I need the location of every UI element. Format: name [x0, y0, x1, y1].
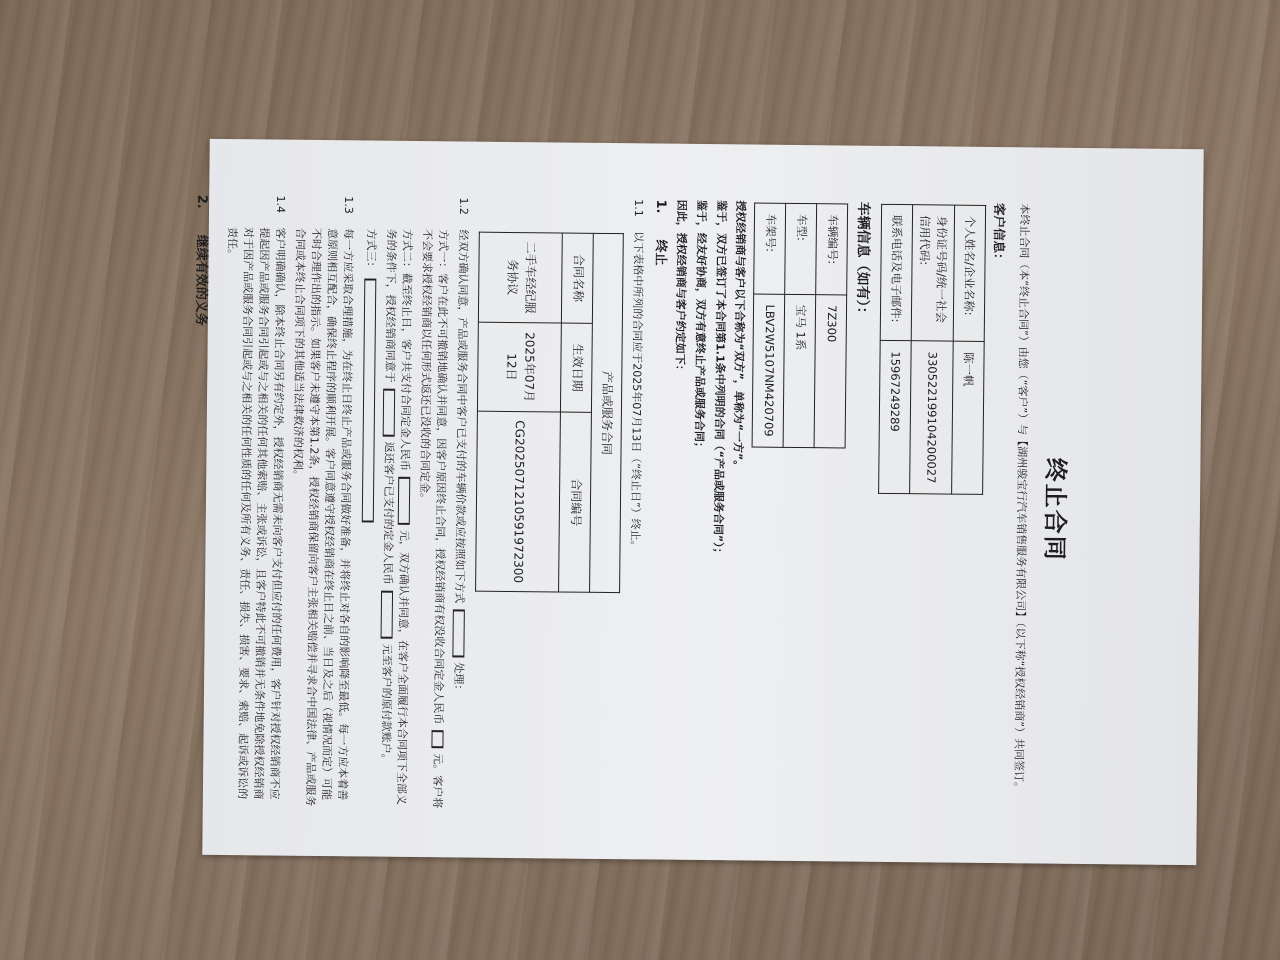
vehicle-heading: 车辆信息（如有）： — [853, 201, 871, 321]
option-1-text: 方式一：客户在此不可撤销地确认并同意，因客户原因终止合同，授权经销商有权没收合同定金人民币 — [431, 229, 451, 725]
cell-value: 陈一帆 — [952, 341, 985, 494]
table-row — [815, 204, 849, 448]
whereas-paragraph-2: 鉴于，经友好协商，双方有意终止产品或服务合同； — [692, 199, 708, 454]
cell-label: 联系电话及电子邮件: — [880, 204, 912, 341]
option-1-text: 元。客户将不会要求授权经销商以任何形式返还已没收的合同定金。 — [418, 229, 445, 809]
option-2-text: 元，双方确认并同意，在客户全面履行本合同项下全部义务的条件下，授权经销商同意于 — [383, 228, 412, 805]
blank-field — [398, 476, 411, 524]
column-header: 生效日期 — [561, 323, 592, 413]
section-1-heading — [644, 199, 669, 811]
cell-value: 15967249289 — [878, 341, 911, 494]
option-2-text: 返还客户已支付的定金人民币 — [381, 441, 397, 585]
cell-value: LBV2W5107NM420709 — [753, 294, 786, 448]
blank-field — [432, 730, 444, 748]
table-caption-row — [589, 233, 623, 592]
contract-paper — [192, 139, 1203, 865]
option-2-text: 方式二：截至终止日，客户共支付合同定金人民币 — [398, 228, 415, 471]
table-caption: 产品或服务合同 — [589, 233, 623, 592]
table-row — [952, 205, 986, 494]
option-3-text: 方式三： — [364, 228, 379, 273]
therefore-paragraph: 因此，授权经销商与客户约定如下： — [673, 199, 688, 376]
section-2-heading — [185, 195, 210, 807]
clause-text: 客户明确确认，除本终止合同另有约定外，授权经销商无需未向客户支付但应付的任何费用，客户针对授权经销商不应提起因产品或服务合同引起或与之相关的任何其他索赔、主张或诉讼，且客户特此不可撤销并无条件地免除授权经销商对于因产品或服务合同引起或与之相关的任何性质的任何及所有义务、责任、损失、损害、要求、索赔、起诉或诉讼的责任。 — [225, 226, 287, 800]
cell-value: 7Z300 — [815, 294, 848, 448]
intro-paragraph: 本终止合同（本“终止合同”）由您（“客户”）与【湖州骏宝行汽车销售服务有限公司】（以下称“授权经销商”）共同签订。 — [1012, 203, 1032, 794]
contract-page — [102, 156, 1103, 846]
clause-number: 1.2 — [457, 197, 471, 216]
clause-1-4 — [218, 195, 288, 808]
product-contract-table — [475, 232, 624, 593]
blank-field — [362, 278, 377, 522]
cell-label: 个人姓名/企业名称: — [953, 205, 985, 342]
section-title: 继续有效的义务 — [192, 234, 209, 326]
option-2-text: 元至客户的原付款账户。 — [379, 643, 394, 765]
blank-field — [383, 388, 396, 436]
clause-number: 1.4 — [273, 195, 287, 214]
clause-number: 1.3 — [341, 196, 355, 214]
table-row — [476, 232, 563, 592]
vehicle-info-table — [752, 203, 849, 449]
table-cell: CG2025071210591972300 — [476, 411, 561, 592]
clause-1-1 — [624, 199, 646, 811]
parties-paragraph: 授权经销商与客户以下合称为“双方”，单称为“一方”。 — [731, 200, 748, 472]
blank-field — [453, 609, 466, 657]
cell-label: 车型: — [785, 203, 817, 294]
section-number: 1. — [652, 199, 668, 214]
customer-heading: 客户信息： — [991, 203, 1008, 266]
cell-label: 车架号: — [754, 203, 786, 294]
clause-text: 每一方应采取合理措施，为在终止日终止产品或服务合同做好准备，并将终止对各自的影响降至最低。每一方应本着善意原则相互配合，确保终止程序的顺利开展。客户同意遵守授权经销商在终止日之前、当日及之后（视情况而定）可能不时合理作出的指示。如果客户未遵守本第1.2条，授权经销商保留向客户主张相关赔偿并寻求合中国法律、产品或服务合同或本终止合同项下的其他适当法律救济的权利。 — [290, 227, 355, 807]
table-header-row — [559, 233, 593, 592]
blank-field — [381, 590, 394, 638]
table-cell: 2025年07月12日 — [478, 322, 562, 412]
cell-value: 宝马 1系 — [784, 294, 817, 448]
clause-1-3 — [286, 196, 356, 809]
section-number: 2. — [194, 194, 210, 209]
document-title: 终止合同 — [1040, 457, 1070, 562]
clause-1-2 — [353, 196, 471, 809]
customer-info-table — [878, 204, 986, 495]
cell-label: 车辆编号: — [816, 204, 848, 295]
column-header: 合同编号 — [559, 412, 591, 592]
section-title: 终止 — [652, 239, 668, 266]
clause-text: 经双方确认同意，产品或服务合同中客户已支付的车辆价款或应按照如下方式 — [453, 229, 471, 604]
column-header: 合同名称 — [562, 233, 593, 323]
table-row — [784, 203, 818, 447]
table-cell: 二手车经纪服务协议 — [479, 232, 563, 323]
whereas-paragraph-1: 鉴于，双方已签订了本合同第1.1条中列明的合同（“产品或服务合同”）； — [710, 200, 728, 559]
table-row — [878, 204, 912, 493]
cell-value: 330522199104200027 — [909, 341, 953, 494]
cell-label: 身份证号码/统一社会信用代码: — [911, 205, 955, 342]
table-row — [909, 205, 954, 494]
clause-text: 处理： — [452, 662, 466, 696]
clause-text: 以下表格中所列的合同应于2025年07月13日（“终止日”）终止。 — [628, 231, 645, 552]
clause-number: 1.1 — [631, 199, 646, 217]
table-row — [753, 203, 787, 447]
